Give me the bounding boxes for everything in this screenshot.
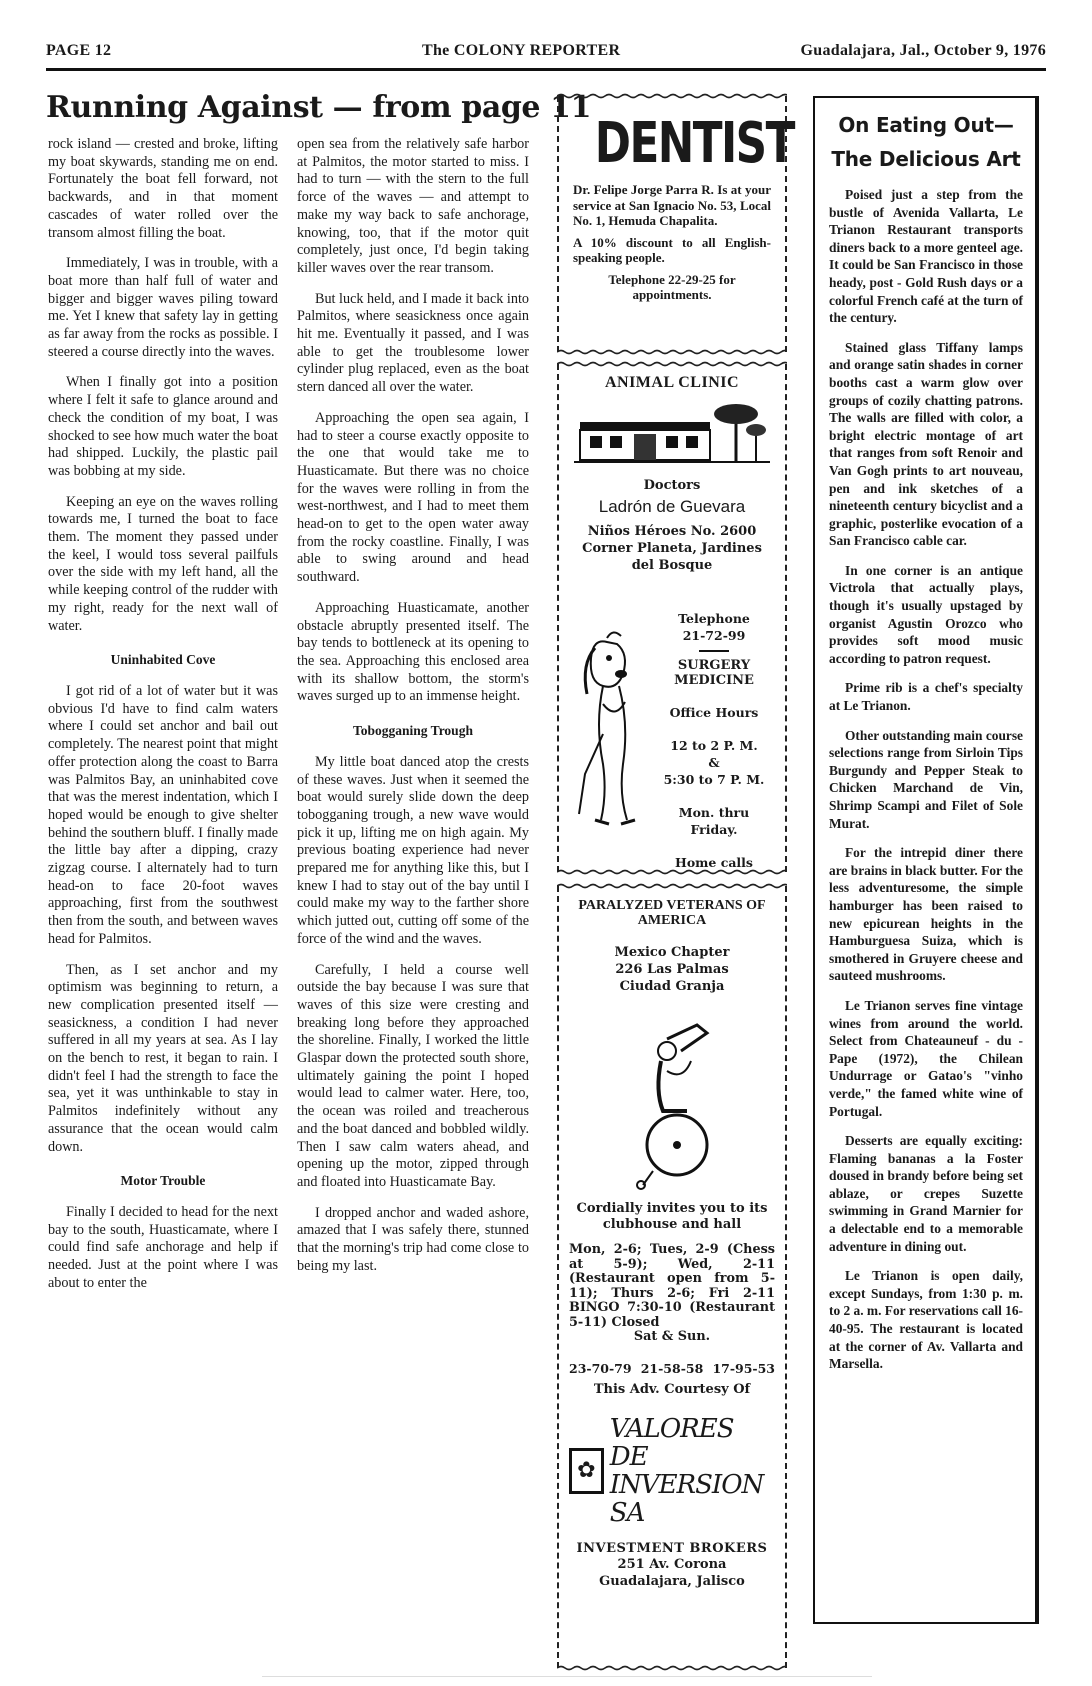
logo-emblem-icon: ✿ [569, 1448, 604, 1494]
paragraph: I dropped anchor and waded ashore, amazed that I was safely there, stunned that the morning's trip had come close to being my last. [297, 1204, 529, 1274]
clinic-phone-label: Telephone [678, 611, 750, 626]
clinic-home-calls: Home calls [675, 855, 753, 870]
courtesy-line: This Adv. Courtesy Of [593, 1381, 751, 1397]
paragraph: Finally I decided to head for the next bay to the south, Huasticamate, where I could find safe anchorage and help if needed. Just at the point where I was about to enter the [48, 1203, 278, 1291]
wavy-border-bottom [557, 349, 787, 355]
dining-feature-box [813, 96, 1039, 1624]
paragraph: Then, as I set anchor and my optimism was beginning to return, a new complication presented itself — seasickness, a condition I had never suffered in all my years at sea. As I lay on the bench to rest, it began to rain. I didn't feel I had the strength to face the sea, yet it was unthinkable to stay in Palmitos indefinitely without any assurance that the ocean would calm down. [48, 961, 278, 1155]
wavy-border-top [557, 93, 787, 99]
wavy-border-bottom [557, 869, 787, 875]
article-column-1 [48, 136, 278, 1305]
divider [699, 650, 729, 652]
phone-number: 21-58-58 [640, 1360, 704, 1376]
dentist-address: Dr. Felipe Jorge Parra R. Is at your service at San Ignacio No. 53, Local No. 1, Hemuda Chapalita. [573, 182, 771, 228]
veterans-city: Ciudad Granja [619, 979, 725, 994]
animal-clinic-ad [557, 364, 787, 872]
clinic-hours-amp: & [708, 755, 720, 770]
clinic-doctors-label: Doctors [643, 478, 701, 493]
subheading: Uninhabited Cove [110, 652, 216, 668]
paragraph: My little boat danced atop the crests of these waves. Just when it seemed the boat would surely slide down the deep tobogganing trough, a new wave would pick it up, lifting me on high again. My previous boating experience had never prepared me for anything like this, but I knew I had to stay out of the bay until I could make my way to the farther shore which jutted out, cutting off some of the force of the wind and the waves. [297, 753, 529, 947]
paragraph: Le Trianon serves fine vintage wines from around the world. Select from Chateauneuf - du - Pape (1972), the Chilean Undurrage or Gatao's "vinho verde," the famed white wine of Portugal. [829, 997, 1023, 1119]
paragraph: Other outstanding main course selections range from Sirloin Tips Burgundy and Pepper Steak to Chicken Marchand de Vin, Shrimp Scampi and Filet of Sole Murat. [829, 727, 1023, 831]
article-headline: Running Against — from page 11 [46, 90, 592, 125]
dentist-phone: Telephone 22-29-25 for appointments. [608, 271, 736, 302]
logo-line-1: VALORES DE [609, 1413, 734, 1472]
veterans-address: 226 Las Palmas [615, 962, 729, 977]
broker-title: INVESTMENT BROKERS [576, 1540, 768, 1556]
paragraph: Carefully, I held a course well outside the bay because I was sure that waves of this size were cresting and breaking long before they approached the shoreline. Finally, I worked the little Glaspar down the protected south shore, ultimately gaining the point I hoped would lead to calmer water. Here, too, the ocean was roiled and treacherous and the boat danced and bobbled wildly. Then I saw calm waters ahead, and opening up the motor, zipped through and floated into Huasticamate Bay. [297, 961, 529, 1190]
schedule-closed-days: Sat & Sun. [633, 1329, 711, 1344]
broker-city: Guadalajara, Jalisco [599, 1573, 745, 1589]
feature-title-1: On Eating Out— [838, 113, 1014, 137]
veterans-invite: Cordially invites you to its clubhouse and hall [576, 1201, 768, 1232]
masthead [46, 42, 1046, 68]
masthead-rule [46, 68, 1046, 71]
clinic-title: ANIMAL CLINIC [604, 374, 740, 391]
paragraph: For the intrepid diner there are brains in black butter. For the less adventuresome, the simple hamburger has been raised to new epicurean heights in the Hamburguesa Suiza, which is smothered in Gruyere cheese and sauteed mushrooms. [829, 845, 1023, 984]
paragraph: Approaching the open sea again, I had to steer a course exactly opposite to the one that would take me to Huasticamate. But there was no choice for the waves were rolling in from the west-northwest, and I had to meet them head-on to get to the open water away from the rocky coastline. Finally, I was able to swing around and head southward. [297, 409, 529, 586]
bottom-rule [262, 1676, 872, 1677]
paragraph: But luck held, and I made it back into Palmitos, where seasickness once again hit me. Eventually it passed, and I was able to get the troublesome lower cylinder plug replaced, even as the boat stern danced all over the water. [297, 290, 529, 396]
clinic-specialty: SURGERY MEDICINE [674, 658, 754, 688]
paragraph: Desserts are equally exciting: Flaming bananas a la Foster doused in brandy before being set ablaze, or crepes Suzette swimming in Grand Marnier for a delectable end to a memorable adventure in dining out. [829, 1133, 1023, 1254]
clinic-days: Mon. thru Friday. [678, 805, 750, 837]
paragraph: Poised just a step from the bustle of Avenida Vallarta, Le Trianon Restaurant transports diners back to a more genteel age. It could be San Francisco in those heady, post - Gold Rush days or a colorful French café at the turn of the century. [829, 187, 1023, 326]
valores-logo [569, 1415, 775, 1527]
wavy-border-bottom [557, 1665, 787, 1671]
logo-text [610, 1415, 775, 1527]
broker-address: 251 Av. Corona [617, 1556, 727, 1572]
veterans-title: PARALYZED VETERANS OF AMERICA [578, 898, 766, 928]
subheading: Tobogganing Trough [353, 723, 473, 739]
clinic-building-illustration [574, 400, 770, 468]
issue-date: Guadalajara, Jal., October 9, 1976 [800, 42, 1046, 59]
phone-number: 17-95-53 [712, 1360, 775, 1376]
veterans-ad [557, 886, 787, 1668]
paragraph: Keeping an eye on the waves rolling towards me, I turned the boat to face them. The moment they passed under the keel, I would toss several pailfuls over the side with my left hand, all the while keeping control of the rudder with my right, ready for the next wall of water. [48, 493, 278, 634]
clinic-phone: 21-72-99 [682, 628, 746, 643]
clinic-address-1: Niños Héroes No. 2600 [587, 524, 757, 539]
dentist-discount: A 10% discount to all English-speaking people. [573, 234, 771, 265]
wavy-border-top [557, 883, 787, 889]
paragraph: open sea from the relatively safe harbor at Palmitos, the motor started to miss. I had to turn — with the stern to the full force of the waves — and attempt to make my way back to safe anchorage, knowing, too, that if the motor quit completely, just once, I'd begin taking killer waves over the rear transom. [297, 136, 529, 276]
paragraph: Stained glass Tiffany lamps and orange satin shades in corner booths cast a warm glow over groups of cozily chatting patrons. The walls are filled with color, a bright electric montage of art that ranges from soft Renoir and Van Gogh prints to art nouveau, pen and ink sketches of a nineteenth century bicyclist and a graphic, posterlike evocation of a San Francisco cable car. [829, 339, 1023, 549]
dentist-ad [557, 96, 794, 352]
paragraph: In one corner is an antique Victrola that actually plays, though it's usually upstaged by organist Agustin Orozco who provides soft mood music according to patron request. [829, 562, 1023, 666]
schedule-text: Mon, 2-6; Tues, 2-9 (Chess at 5-9); Wed, 2-11 (Restaurant open from 5-11); Thurs 2-6; Fri 2-11 BINGO 7:30-10 (Restaurant 5-11) Closed [569, 1242, 775, 1330]
paragraph: Immediately, I was in trouble, with a boat more than half full of water and bigger and bigger waves piling toward me. Yet I knew that safety lay in getting as far away from the rocks as possible. I steered a course directly into the waves. [48, 255, 278, 360]
feature-body [829, 186, 1023, 1373]
paragraph: When I finally got into a position where I felt it safe to glance around and check the condition of my boat, I was shocked to see how much water the boat had shipped. Luckily, the plastic pail was bobbing at my side. [48, 374, 278, 479]
wheelchair-cartoon-illustration [627, 1021, 717, 1191]
clinic-doctor-name: Ladrón de Guevara [598, 497, 746, 516]
subheading: Motor Trouble [120, 1173, 206, 1189]
clinic-hours-2: 5:30 to 7 P. M. [663, 772, 765, 787]
clinic-address-2: Corner Planeta, Jardines del Bosque [582, 541, 762, 573]
paper-name: The COLONY REPORTER [422, 42, 621, 59]
dentist-title: DENTIST [594, 111, 794, 176]
veterans-chapter: Mexico Chapter [614, 945, 730, 960]
paragraph: Approaching Huasticamate, another obstacle abruptly presented itself. The bay tends to bottleneck at its opening to the sea. Approaching this enclosed area with its shallow bottom, the storm's waves surged up to an immense height. [297, 599, 529, 705]
veterans-schedule [569, 1243, 775, 1345]
logo-line-2: INVERSION SA [609, 1469, 764, 1528]
feature-title-2: The Delicious Art [831, 147, 1021, 171]
paragraph: Prime rib is a chef's specialty at Le Trianon. [829, 680, 1023, 714]
paragraph: Le Trianon is open daily, except Sundays, from 1:30 p. m. to 2 a. m. For reservations call 16-40-95. The restaurant is located at the corner of Av. Vallarta and Marsella. [829, 1268, 1024, 1372]
clinic-info [659, 610, 769, 871]
dog-cartoon-illustration [573, 624, 653, 834]
clinic-hours-1: 12 to 2 P. M. [670, 738, 758, 753]
page-number: PAGE 12 [46, 42, 112, 59]
paragraph: rock island — crested and broke, lifting my boat skywards, standing me on end. Fortunately the boat fell forward, not backwards, and in that moment cascades of water rolled over the transom almost filling the boat. [48, 136, 278, 241]
veterans-phones [569, 1361, 775, 1376]
article-column-2 [297, 136, 529, 1288]
wavy-border-top [557, 361, 787, 367]
clinic-hours-label: Office Hours [669, 705, 759, 720]
phone-number: 23-70-79 [569, 1360, 632, 1376]
paragraph: I got rid of a lot of water but it was obvious I'd have to find calm waters where I could set anchor and bail out completely. The nearest point that might offer protection along the coast to Barra was Palmitos Bay, an uninhabited cove that was the merest indentation, which I hoped would be enough to give shelter behind the southern bluff. I finally made the little bay after a dipping, crazy zigzag course. I alternately had to turn head-on to face 20-foot waves approaching, first from the southwest then from the south, and between waves head for Palmitos. [48, 682, 278, 947]
